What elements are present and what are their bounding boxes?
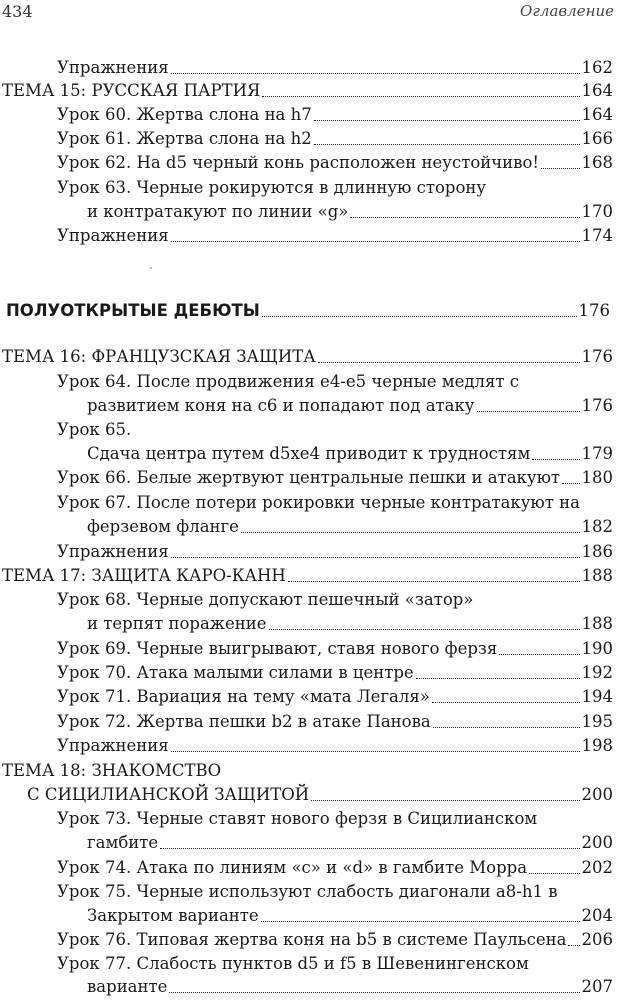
toc-topic-continuation[interactable] <box>27 784 613 806</box>
dot-leader <box>269 628 580 630</box>
entry-page: 202 <box>581 858 613 877</box>
entry-page: 176 <box>578 301 610 320</box>
entry-page: 186 <box>581 542 613 561</box>
toc-entry-line[interactable] <box>57 953 529 975</box>
entry-title: Урок 62. На d5 черный конь расположен неустойчиво! <box>57 153 540 172</box>
toc-entry-continuation[interactable] <box>87 201 613 223</box>
toc-entry-line[interactable] <box>57 492 580 514</box>
entry-page: 200 <box>581 785 613 804</box>
entry-title: Урок 64. После продвижения е4-е5 черные медлят с <box>57 372 520 391</box>
dot-leader <box>350 216 579 218</box>
entry-page: 200 <box>581 833 613 852</box>
toc-entry[interactable] <box>57 225 613 247</box>
toc-topic[interactable] <box>2 80 613 102</box>
toc-section-heading[interactable] <box>6 300 610 322</box>
toc-entry-line[interactable] <box>57 589 473 611</box>
dot-leader <box>160 847 579 849</box>
entry-page: 168 <box>581 153 613 172</box>
entry-title: Урок 77. Слабость пунктов d5 и f5 в Шевенингенском <box>57 954 529 973</box>
entry-page: 204 <box>581 906 613 925</box>
dot-leader <box>171 240 580 242</box>
toc-entry[interactable] <box>57 711 613 733</box>
entry-page: 188 <box>581 566 613 585</box>
dot-leader <box>241 531 580 533</box>
entry-title: варианте <box>87 977 168 996</box>
toc-entry-line[interactable] <box>57 808 537 830</box>
entry-title: ТЕМА 15: РУССКАЯ ПАРТИЯ <box>2 81 261 100</box>
dot-leader <box>499 653 579 655</box>
toc-entry[interactable] <box>57 735 613 757</box>
entry-page: 195 <box>581 712 613 731</box>
entry-page: 207 <box>581 977 613 996</box>
toc-entry[interactable] <box>57 929 613 951</box>
entry-page: 192 <box>581 663 613 682</box>
dot-leader <box>169 991 579 993</box>
entry-page: 180 <box>581 468 613 487</box>
section-title: ПОЛУОТКРЫТЫЕ ДЕБЮТЫ <box>6 301 260 320</box>
entry-page: 166 <box>581 129 613 148</box>
dot-leader <box>171 750 580 752</box>
entry-title: Упражнения <box>57 226 169 245</box>
entry-page: 188 <box>581 614 613 633</box>
dot-leader <box>314 143 580 145</box>
dot-leader <box>262 95 579 97</box>
entry-title: Урок 73. Черные ставят нового ферзя в Сицилианском <box>57 809 538 828</box>
toc-entry[interactable] <box>57 467 613 489</box>
entry-title: Упражнения <box>57 542 169 561</box>
entry-page: 162 <box>581 58 613 77</box>
toc-entry[interactable] <box>57 662 613 684</box>
toc-entry[interactable] <box>57 857 613 879</box>
toc-entry-continuation[interactable] <box>87 516 613 538</box>
dot-leader <box>261 920 580 922</box>
dot-leader <box>171 72 580 74</box>
dot-leader <box>311 799 579 801</box>
dot-leader <box>541 167 579 169</box>
entry-title: Урок 69. Черные выигрывают, ставя нового ферзя <box>57 639 498 658</box>
entry-title: ТЕМА 17: ЗАЩИТА КАРО-КАНН <box>2 566 286 585</box>
entry-title: Урок 60. Жертва слона на h7 <box>57 105 312 124</box>
dot-leader <box>318 361 580 363</box>
entry-page: 190 <box>581 639 613 658</box>
dot-leader <box>171 556 580 558</box>
dot-leader <box>477 410 580 412</box>
entry-title: Урок 66. Белые жертвуют центральные пешки и атакуют <box>57 468 561 487</box>
toc-entry-continuation[interactable] <box>87 976 613 998</box>
toc-entry[interactable] <box>57 128 613 150</box>
dot-leader <box>562 482 579 484</box>
entry-title: Урок 71. Вариация на тему «мата Легаля» <box>57 687 430 706</box>
entry-page: 206 <box>581 930 613 949</box>
entry-page: 170 <box>581 202 613 221</box>
entry-title: и контратакуют по линии «g» <box>87 202 349 221</box>
entry-page: 194 <box>581 687 613 706</box>
entry-page: 176 <box>581 396 613 415</box>
entry-page: 176 <box>581 347 613 366</box>
entry-title: Урок 72. Жертва пешки b2 в атаке Панова <box>57 712 431 731</box>
toc-entry-continuation[interactable] <box>87 613 613 635</box>
print-speck <box>150 267 152 269</box>
entry-page: 164 <box>581 105 613 124</box>
entry-title: Урок 70. Атака малыми силами в центре <box>57 663 414 682</box>
entry-title: Закрытом варианте <box>87 906 259 925</box>
entry-page: 164 <box>581 81 613 100</box>
entry-title: Упражнения <box>57 58 169 77</box>
entry-page: 182 <box>581 517 613 536</box>
dot-leader <box>532 458 579 460</box>
dot-leader <box>432 701 580 703</box>
toc-entry-line[interactable] <box>57 177 486 199</box>
entry-title: Урок 61. Жертва слона на h2 <box>57 129 312 148</box>
page-header <box>0 0 618 22</box>
dot-leader <box>568 944 579 946</box>
entry-title: ферзевом фланге <box>87 517 239 536</box>
toc-entry-line[interactable] <box>57 419 131 441</box>
entry-title: Урок 65. <box>57 420 132 439</box>
dot-leader <box>262 315 577 317</box>
entry-title: Сдача центра путем d5xe4 приводит к трудностям <box>87 444 531 463</box>
running-title: Оглавление <box>520 2 614 20</box>
dot-leader <box>416 677 580 679</box>
dot-leader <box>288 580 580 582</box>
entry-title: и терпят поражение <box>87 614 267 633</box>
toc-entry-continuation[interactable] <box>87 395 613 417</box>
entry-page: 198 <box>581 736 613 755</box>
dot-leader <box>433 726 580 728</box>
toc-entry[interactable] <box>57 686 613 708</box>
dot-leader <box>314 119 580 121</box>
entry-title: Урок 67. После потери рокировки черные контратакуют на <box>57 493 580 512</box>
toc-entry[interactable] <box>57 104 613 126</box>
toc-entry-continuation[interactable] <box>87 443 613 465</box>
entry-title: Урок 76. Типовая жертва коня на b5 в системе Паульсена <box>57 930 567 949</box>
toc-entry-line[interactable] <box>57 881 558 903</box>
toc-entry-line[interactable] <box>57 371 519 393</box>
toc-topic-line[interactable] <box>2 760 613 782</box>
entry-title: Урок 63. Черные рокируются в длинную сторону <box>57 178 487 197</box>
toc-topic[interactable] <box>2 565 613 587</box>
toc-entry-continuation[interactable] <box>87 905 613 927</box>
entry-title: ТЕМА 18: ЗНАКОМСТВО <box>2 761 222 780</box>
toc-entry[interactable] <box>57 152 613 174</box>
entry-title: С СИЦИЛИАНСКОЙ ЗАЩИТОЙ <box>27 785 310 804</box>
entry-title: Урок 74. Атака по линиям «с» и «d» в гамбите Морра <box>57 858 528 877</box>
toc-entry[interactable] <box>57 57 613 79</box>
dot-leader <box>529 872 579 874</box>
entry-page: 179 <box>581 444 613 463</box>
page-number: 434 <box>2 2 33 21</box>
toc-entry-continuation[interactable] <box>87 832 613 854</box>
entry-page: 174 <box>581 226 613 245</box>
entry-title: ТЕМА 16: ФРАНЦУЗСКАЯ ЗАЩИТА <box>2 347 316 366</box>
entry-title: Урок 68. Черные допускают пешечный «затор» <box>57 590 474 609</box>
entry-title: развитием коня на с6 и попадают под атаку <box>87 396 475 415</box>
toc-entry[interactable] <box>57 541 613 563</box>
toc-entry[interactable] <box>57 638 613 660</box>
entry-title: гамбите <box>87 833 159 852</box>
toc-topic[interactable] <box>2 346 613 368</box>
entry-title: Упражнения <box>57 736 169 755</box>
entry-title: Урок 75. Черные используют слабость диагонали а8-h1 в <box>57 882 558 901</box>
